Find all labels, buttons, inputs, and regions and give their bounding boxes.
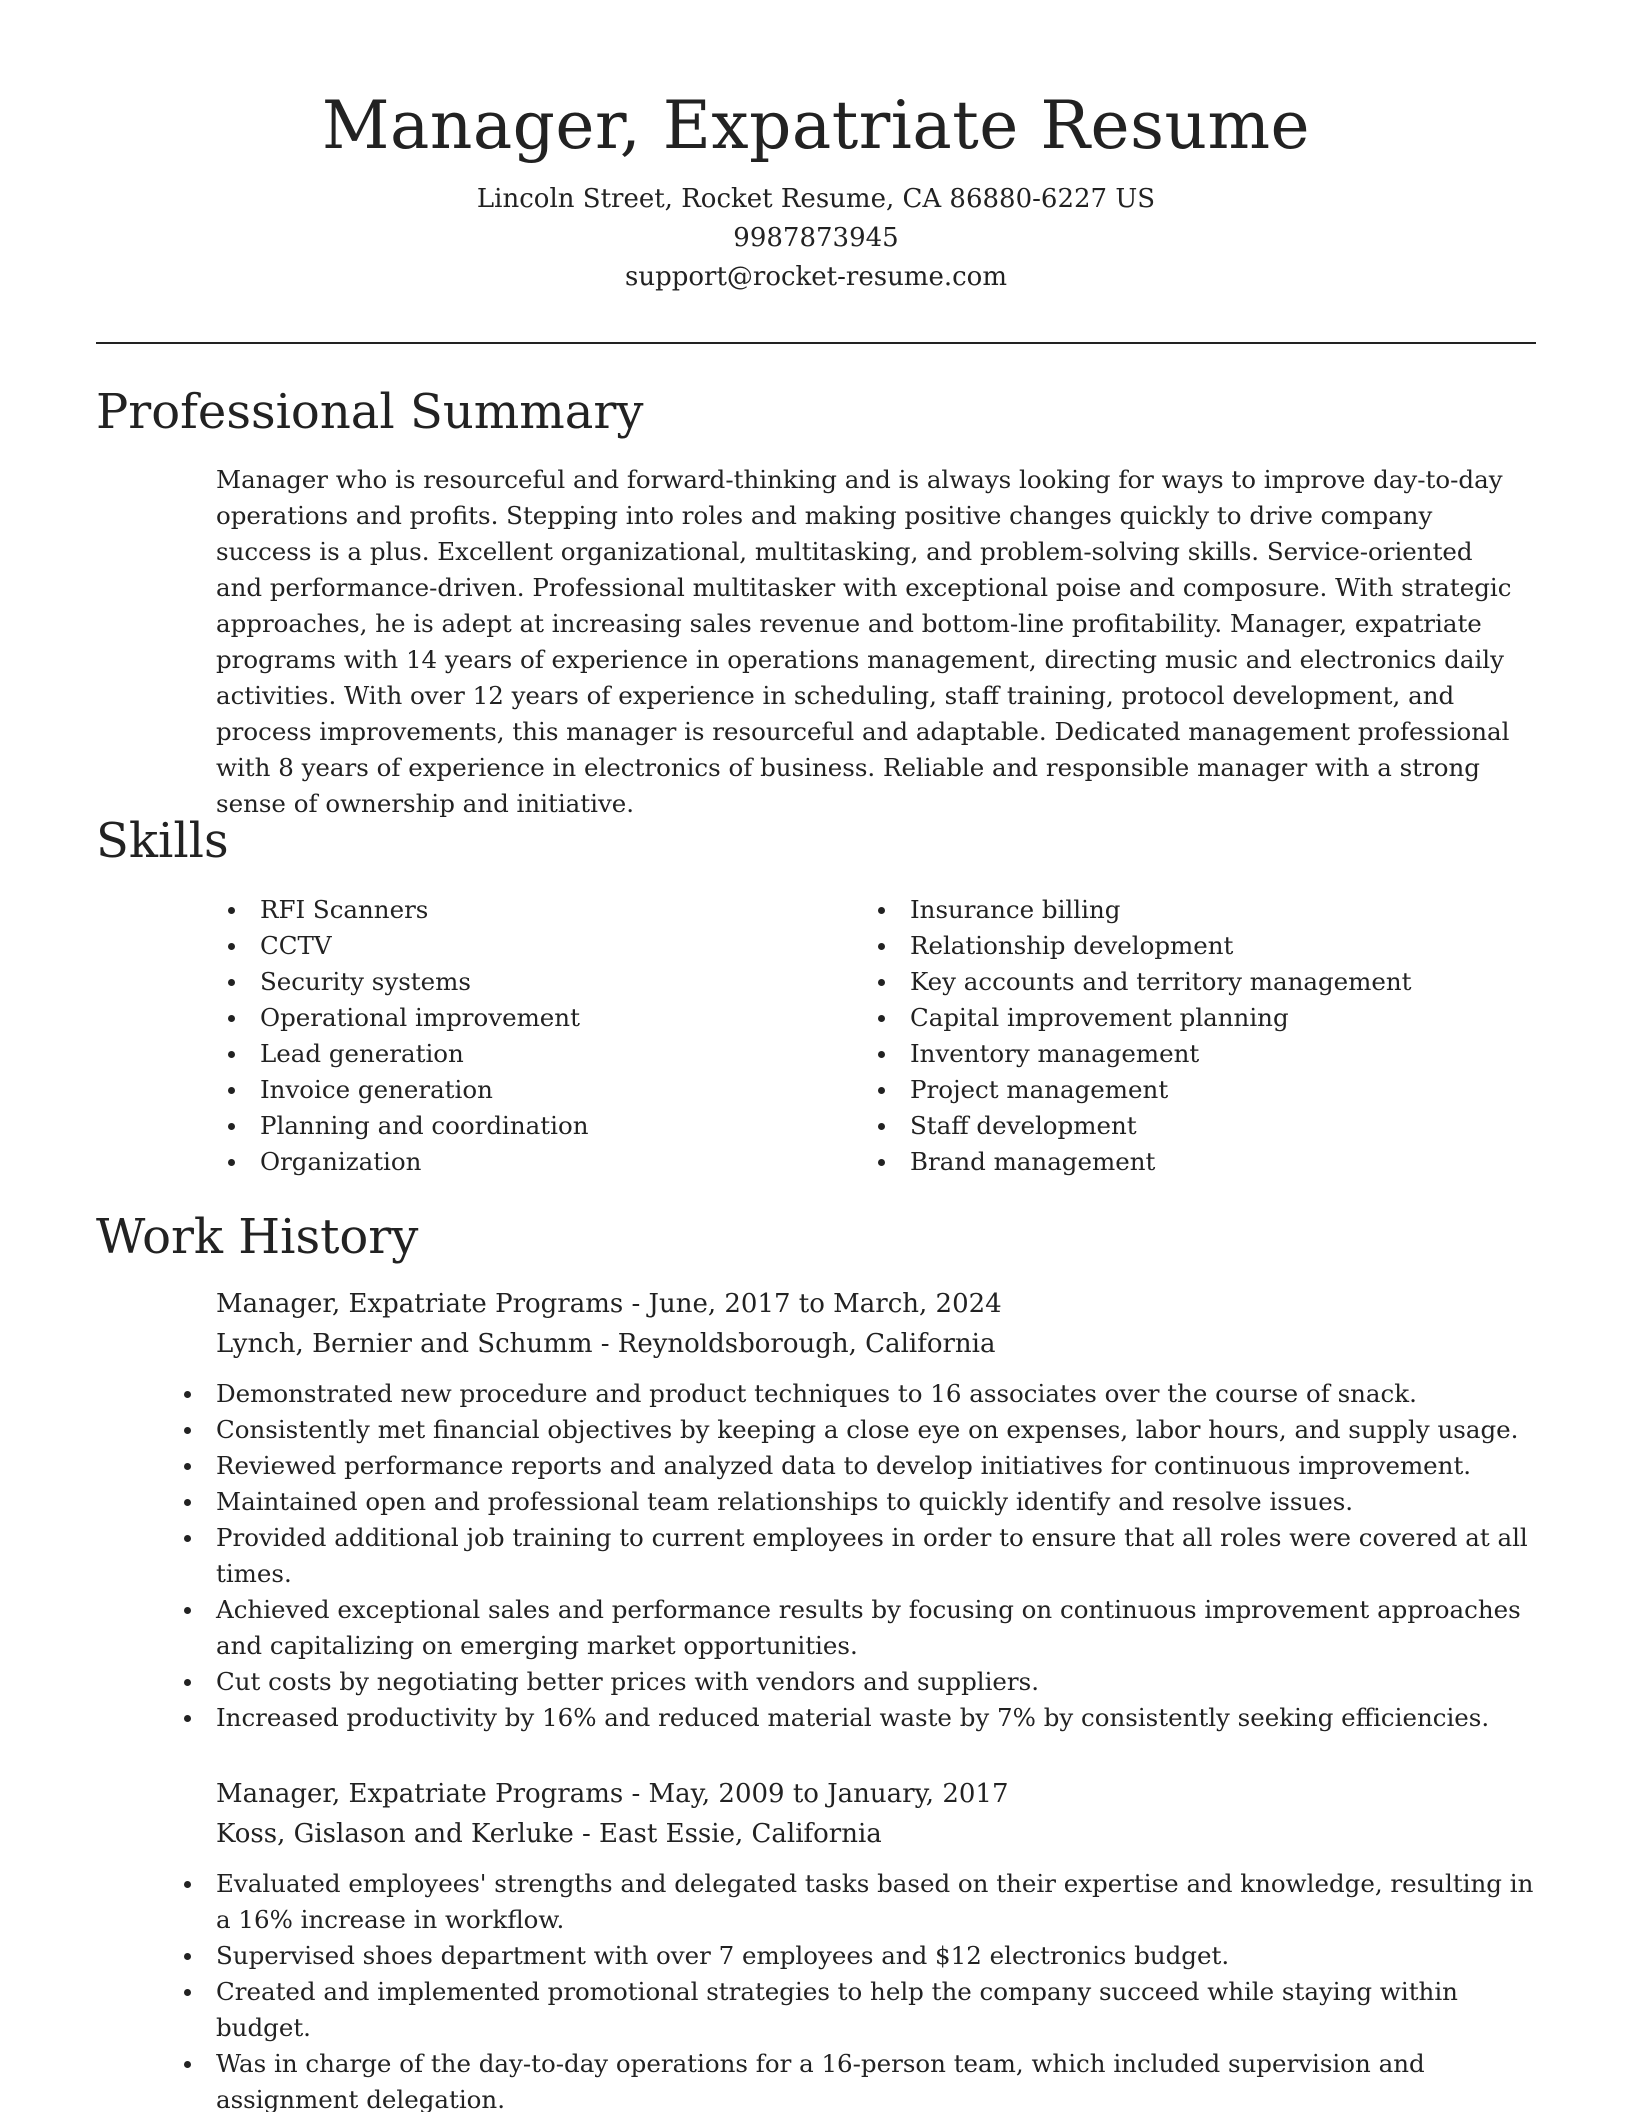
job-duty-item: Supervised shoes department with over 7 employees and $12 electronics budget. xyxy=(172,1938,1536,1974)
skill-item: Relationship development xyxy=(866,928,1506,964)
job-duties-list xyxy=(172,1376,1536,1736)
summary-text: Manager who is resourceful and forward-thinking and is always looking for ways to improve day-to-day operations and profits. Stepping into roles and making positive changes quickly to drive company success is a plus. Excellent organizational, multitasking, and problem-solving skills. Service-oriented and performance-driven. Professional multitasker with exceptional poise and composure. With strategic approaches, he is adept at increasing sales revenue and bottom-line profitability. Manager, expatriate programs with 14 years of experience in operations management, directing music and electronics daily activities. With over 12 years of experience in scheduling, staff training, protocol development, and process improvements, this manager is resourceful and adaptable. Dedicated management professional with 8 years of experience in electronics of business. Reliable and responsible manager with a strong sense of ownership and initiative. xyxy=(216,465,1512,818)
contact-address: Lincoln Street, Rocket Resume, CA 86880-6227 US xyxy=(476,184,1156,214)
job-duty-item: Achieved exceptional sales and performance results by focusing on continuous improvement approaches and capitalizing on emerging market opportunities. xyxy=(172,1592,1536,1664)
skill-item: Lead generation xyxy=(216,1036,856,1072)
skill-item: Security systems xyxy=(216,964,856,1000)
skill-item: Organization xyxy=(216,1144,856,1180)
skills-list-right xyxy=(866,892,1506,1180)
job-company-location: Lynch, Bernier and Schumm - Reynoldsborough, California xyxy=(216,1329,996,1359)
skills-list-left xyxy=(216,892,856,1180)
job-title-dates: Manager, Expatriate Programs - June, 2017 to March, 2024 xyxy=(216,1289,1002,1319)
job-company-location: Koss, Gislason and Kerluke - East Essie, California xyxy=(216,1819,882,1849)
contact-phone: 9987873945 xyxy=(733,223,899,253)
job-duty-item: Was in charge of the day-to-day operations for a 16-person team, which included supervision and assignment delegation. xyxy=(172,2046,1536,2112)
contact-info xyxy=(0,180,1632,297)
skill-item: Invoice generation xyxy=(216,1072,856,1108)
job-duty-item: Provided additional job training to current employees in order to ensure that all roles were covered at all times. xyxy=(172,1520,1536,1592)
header-divider xyxy=(96,342,1536,344)
resume-header xyxy=(0,0,1632,297)
job-duty-item: Consistently met financial objectives by keeping a close eye on expenses, labor hours, and supply usage. xyxy=(172,1412,1536,1448)
job-duty-item: Demonstrated new procedure and product techniques to 16 associates over the course of snack. xyxy=(172,1376,1536,1412)
skill-item: Staff development xyxy=(866,1108,1506,1144)
job-title-dates: Manager, Expatriate Programs - May, 2009 to January, 2017 xyxy=(216,1779,1009,1809)
skill-item: Inventory management xyxy=(866,1036,1506,1072)
contact-email: support@rocket-resume.com xyxy=(624,262,1007,292)
job-duty-item: Cut costs by negotiating better prices with vendors and suppliers. xyxy=(172,1664,1536,1700)
job-duty-item: Created and implemented promotional strategies to help the company succeed while staying within budget. xyxy=(172,1974,1536,2046)
skill-item: Insurance billing xyxy=(866,892,1506,928)
skill-item: CCTV xyxy=(216,928,856,964)
job-duty-item: Increased productivity by 16% and reduced material waste by 7% by consistently seeking efficiencies. xyxy=(172,1700,1536,1736)
work-history-heading: Work History xyxy=(96,1209,419,1265)
skill-item: Project management xyxy=(866,1072,1506,1108)
job-duty-item: Evaluated employees' strengths and delegated tasks based on their expertise and knowledge, resulting in a 16% increase in workflow. xyxy=(172,1866,1536,1938)
skill-item: RFI Scanners xyxy=(216,892,856,928)
skill-item: Key accounts and territory management xyxy=(866,964,1506,1000)
skill-item: Operational improvement xyxy=(216,1000,856,1036)
skill-item: Capital improvement planning xyxy=(866,1000,1506,1036)
skill-item: Planning and coordination xyxy=(216,1108,856,1144)
job-duty-item: Reviewed performance reports and analyzed data to develop initiatives for continuous improvement. xyxy=(172,1448,1536,1484)
resume-name: Manager, Expatriate Resume xyxy=(321,87,1311,164)
job-duties-list xyxy=(172,1866,1536,2112)
job-entry xyxy=(216,1774,1536,2112)
job-duty-item: Maintained open and professional team relationships to quickly identify and resolve issues. xyxy=(172,1484,1536,1520)
skill-item: Brand management xyxy=(866,1144,1506,1180)
job-entry xyxy=(216,1284,1536,1736)
skills-heading: Skills xyxy=(96,813,229,869)
summary-heading: Professional Summary xyxy=(96,384,644,440)
